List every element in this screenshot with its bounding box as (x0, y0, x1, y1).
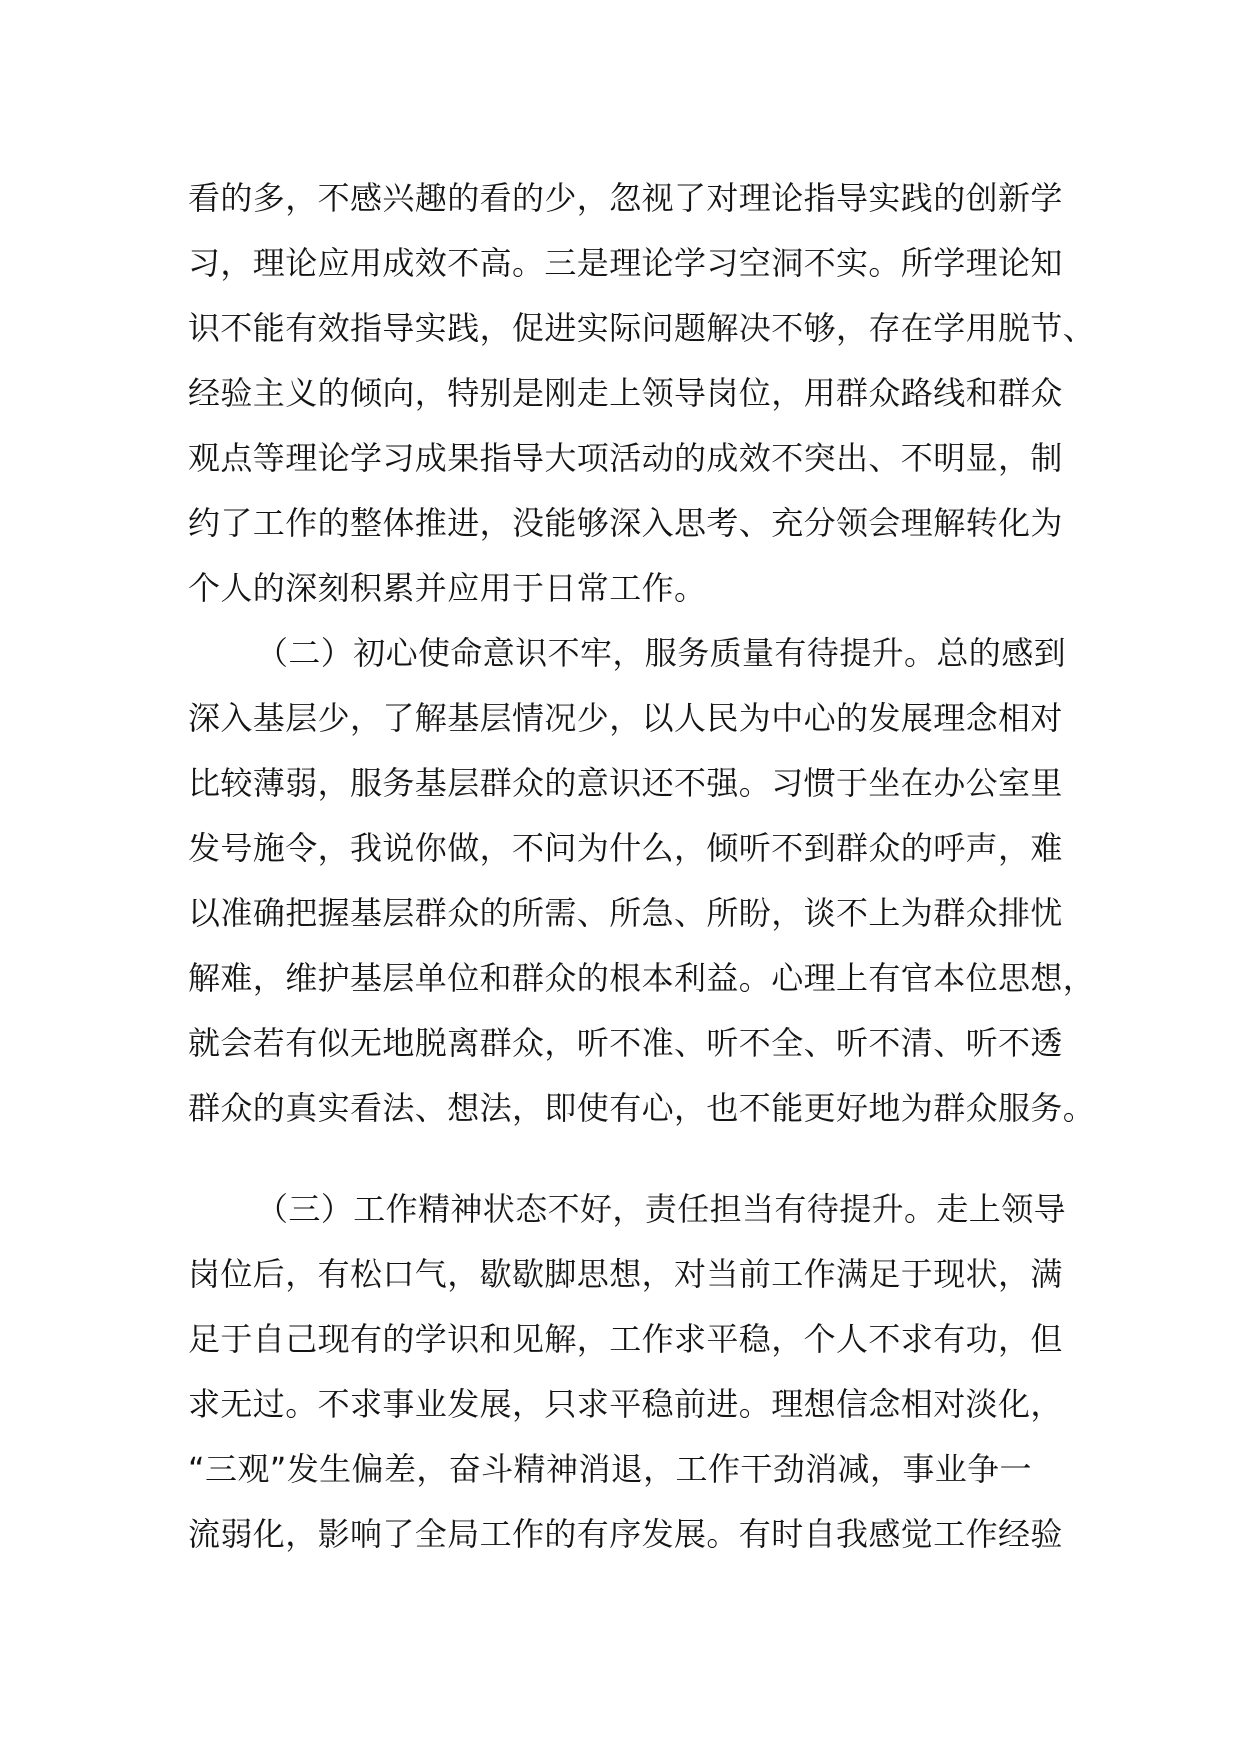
text-line: 就会若有似无地脱离群众，听不准、听不全、听不清、听不透 (188, 1024, 1063, 1062)
text-line: 以准确把握基层群众的所需、所急、所盼，谈不上为群众排忧 (188, 894, 1063, 932)
text-line: 看的多，不感兴趣的看的少，忽视了对理论指导实践的创新学 (188, 179, 1063, 217)
text-line: 识不能有效指导实践，促进实际问题解决不够，存在学用脱节、 (188, 309, 1096, 347)
text-line: “三观”发生偏差，奋斗精神消退，工作干劲消减，事业争一 (188, 1450, 1032, 1488)
text-line: 习，理论应用成效不高。三是理论学习空洞不实。所学理论知 (188, 244, 1063, 282)
text-line: 比较薄弱，服务基层群众的意识还不强。习惯于坐在办公室里 (188, 764, 1063, 802)
text-line: 深入基层少，了解基层情况少，以人民为中心的发展理念相对 (188, 699, 1063, 737)
text-line: 经验主义的倾向，特别是刚走上领导岗位，用群众路线和群众 (188, 374, 1063, 412)
text-line: 足于自己现有的学识和见解，工作求平稳，个人不求有功，但 (188, 1320, 1063, 1358)
text-line: 发号施令，我说你做，不问为什么，倾听不到群众的呼声，难 (188, 829, 1063, 867)
paragraph-heading-2: （二）初心使命意识不牢，服务质量有待提升。总的感到 (256, 634, 1067, 672)
text-line: 流弱化，影响了全局工作的有序发展。有时自我感觉工作经验 (188, 1515, 1063, 1553)
text-line: 求无过。不求事业发展，只求平稳前进。理想信念相对淡化， (188, 1385, 1063, 1423)
paragraph-heading-3: （三）工作精神状态不好，责任担当有待提升。走上领导 (256, 1190, 1067, 1228)
text-line: 约了工作的整体推进，没能够深入思考、充分领会理解转化为 (188, 504, 1063, 542)
text-line: 观点等理论学习成果指导大项活动的成效不突出、不明显，制 (188, 439, 1063, 477)
text-line: 解难，维护基层单位和群众的根本利益。心理上有官本位思想， (188, 959, 1096, 997)
text-line: 岗位后，有松口气，歇歇脚思想，对当前工作满足于现状，满 (188, 1255, 1063, 1293)
text-line: 群众的真实看法、想法，即使有心，也不能更好地为群众服务。 (188, 1089, 1096, 1127)
text-line: 个人的深刻积累并应用于日常工作。 (188, 569, 707, 607)
